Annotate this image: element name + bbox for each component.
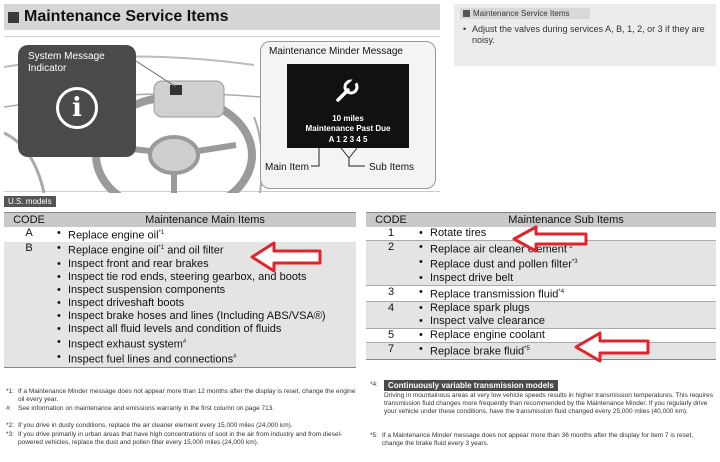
page-title-bar — [4, 4, 440, 30]
footnote-mark: *5: — [370, 432, 378, 439]
list-item: • Replace engine oil$^{*1}$ and oil filter — [54, 242, 356, 258]
row-code: 4 — [366, 302, 416, 329]
screen-codes-text: A 1 2 3 4 5 — [328, 135, 368, 144]
table-row — [366, 285, 716, 302]
footnote — [6, 405, 356, 413]
footnote-mark-cvt: *4: — [370, 381, 378, 388]
main-items-table — [4, 212, 356, 368]
footnote-text: Driving in mountainous areas at very low vehicle speeds results in higher transmission temperatures. This requires transmission fluid changes more frequently than recommended by the Maintenance Minder. If you regularly drive your vehicle under these conditions, have the transmission fluid changed every 25,000 miles (40,000 km). — [384, 392, 714, 415]
list-item: • Inspect valve clearance — [416, 315, 716, 328]
row-code: B — [4, 242, 54, 367]
side-note — [454, 4, 716, 66]
list-item: • Inspect drive belt — [416, 272, 716, 285]
list-item: • Inspect tie rod ends, steering gearbox, and boots — [54, 271, 356, 284]
list-item: • Replace dust and pollen filter$^{*3}$ — [416, 256, 716, 272]
callout-label — [28, 51, 105, 75]
maintenance-minder-panel — [260, 41, 436, 189]
screen-status-text: Maintenance Past Due — [305, 124, 391, 133]
footnote-mark: *3: — [6, 431, 14, 438]
info-icon-glyph: i — [72, 93, 82, 123]
screen-distance-text: 10 miles — [332, 114, 364, 123]
list-item: • Inspect all fluid levels and condition of fluids — [54, 323, 356, 336]
info-icon — [56, 87, 98, 129]
dashboard-illustration — [4, 36, 440, 192]
footnote — [370, 432, 716, 448]
sub-code-header: CODE — [366, 213, 416, 227]
list-item: • Inspect exhaust system# — [54, 336, 356, 352]
main-item-label: Main Item — [265, 162, 309, 173]
footnote-text: If you drive primarily in urban areas that have high concentrations of soot in the air from industry and from diesel-powered vehicles, replace the dust and pollen filter every 15,000 miles (24,000 km). — [18, 431, 343, 446]
maintenance-minder-title: Maintenance Minder Message — [269, 46, 403, 57]
system-message-callout — [18, 45, 136, 157]
footnote-mark: *1: — [6, 388, 14, 395]
row-code: 2 — [366, 240, 416, 285]
callout-label-line2: Indicator — [28, 63, 67, 74]
title-square-icon — [8, 12, 19, 23]
list-item: • Replace transmission fluid$^{*4}$ — [416, 286, 716, 302]
list-item: • Replace engine coolant — [416, 329, 716, 342]
row-code: 7 — [366, 343, 416, 360]
list-item: • Inspect front and rear brakes — [54, 258, 356, 271]
note-square-icon — [463, 10, 470, 17]
main-code-header: CODE — [4, 213, 54, 227]
row-code: A — [25, 226, 33, 239]
footnote — [384, 392, 716, 416]
list-item: • Inspect fuel lines and connections# — [54, 351, 356, 367]
table-row — [366, 302, 716, 329]
cvt-models-tag: Continuously variable transmission models — [384, 380, 558, 391]
side-note-heading-text: Maintenance Service Items — [473, 9, 570, 18]
footnote-text: If you drive in dusty conditions, replace the air cleaner element every 15,000 miles (24,000 km). — [18, 422, 293, 429]
footnote-mark: #: — [6, 405, 12, 412]
sub-items-label: Sub Items — [369, 162, 415, 173]
list-item: • Replace air cleaner element$^{*2}$ — [416, 241, 716, 257]
table-row — [366, 329, 716, 343]
table-row — [366, 343, 716, 360]
red-arrow-icon — [248, 240, 324, 274]
red-arrow-icon — [572, 330, 652, 364]
list-item: • Rotate tires — [416, 227, 716, 240]
list-item: • Inspect suspension components — [54, 284, 356, 297]
list-item: • Replace brake fluid$^{*5}$ — [416, 343, 716, 359]
row-code: 3 — [366, 285, 416, 302]
list-item: • Inspect brake hoses and lines (Including ABS/VSA®) — [54, 310, 356, 323]
footnote — [6, 388, 356, 404]
row-code: 1 — [387, 226, 395, 239]
footnote-mark: *2: — [6, 422, 14, 429]
page-title: Maintenance Service Items — [24, 8, 229, 25]
footnote-text: See information on maintenance and emissions warranty in the first column on page 713. — [18, 405, 275, 412]
footnote — [6, 431, 356, 447]
side-note-heading — [460, 8, 590, 19]
list-item: • Replace engine oil$^{*1}$ — [54, 227, 356, 243]
footnote-text: If a Maintenance Minder message does not appear more than 12 months after the display is reset, change the engine oil every year. — [18, 388, 356, 403]
sub-items-header: Maintenance Sub Items — [416, 213, 716, 227]
region-tag: U.S. models — [4, 196, 56, 207]
footnote-text: If a Maintenance Minder message does not appear more than 36 months after the display for item 7 is reset, change the brake fluid every 3 years. — [382, 432, 694, 447]
main-items-header: Maintenance Main Items — [54, 213, 356, 227]
red-arrow-icon — [510, 224, 590, 254]
list-item: • Replace spark plugs — [416, 302, 716, 315]
footnote — [6, 422, 356, 430]
row-code: 5 — [366, 329, 416, 343]
list-item: • Inspect driveshaft boots — [54, 297, 356, 310]
callout-label-line1: System Message — [28, 51, 105, 62]
side-note-bullet: • Adjust the valves during services A, B, 1, 2, or 3 if they are noisy. — [460, 24, 710, 46]
